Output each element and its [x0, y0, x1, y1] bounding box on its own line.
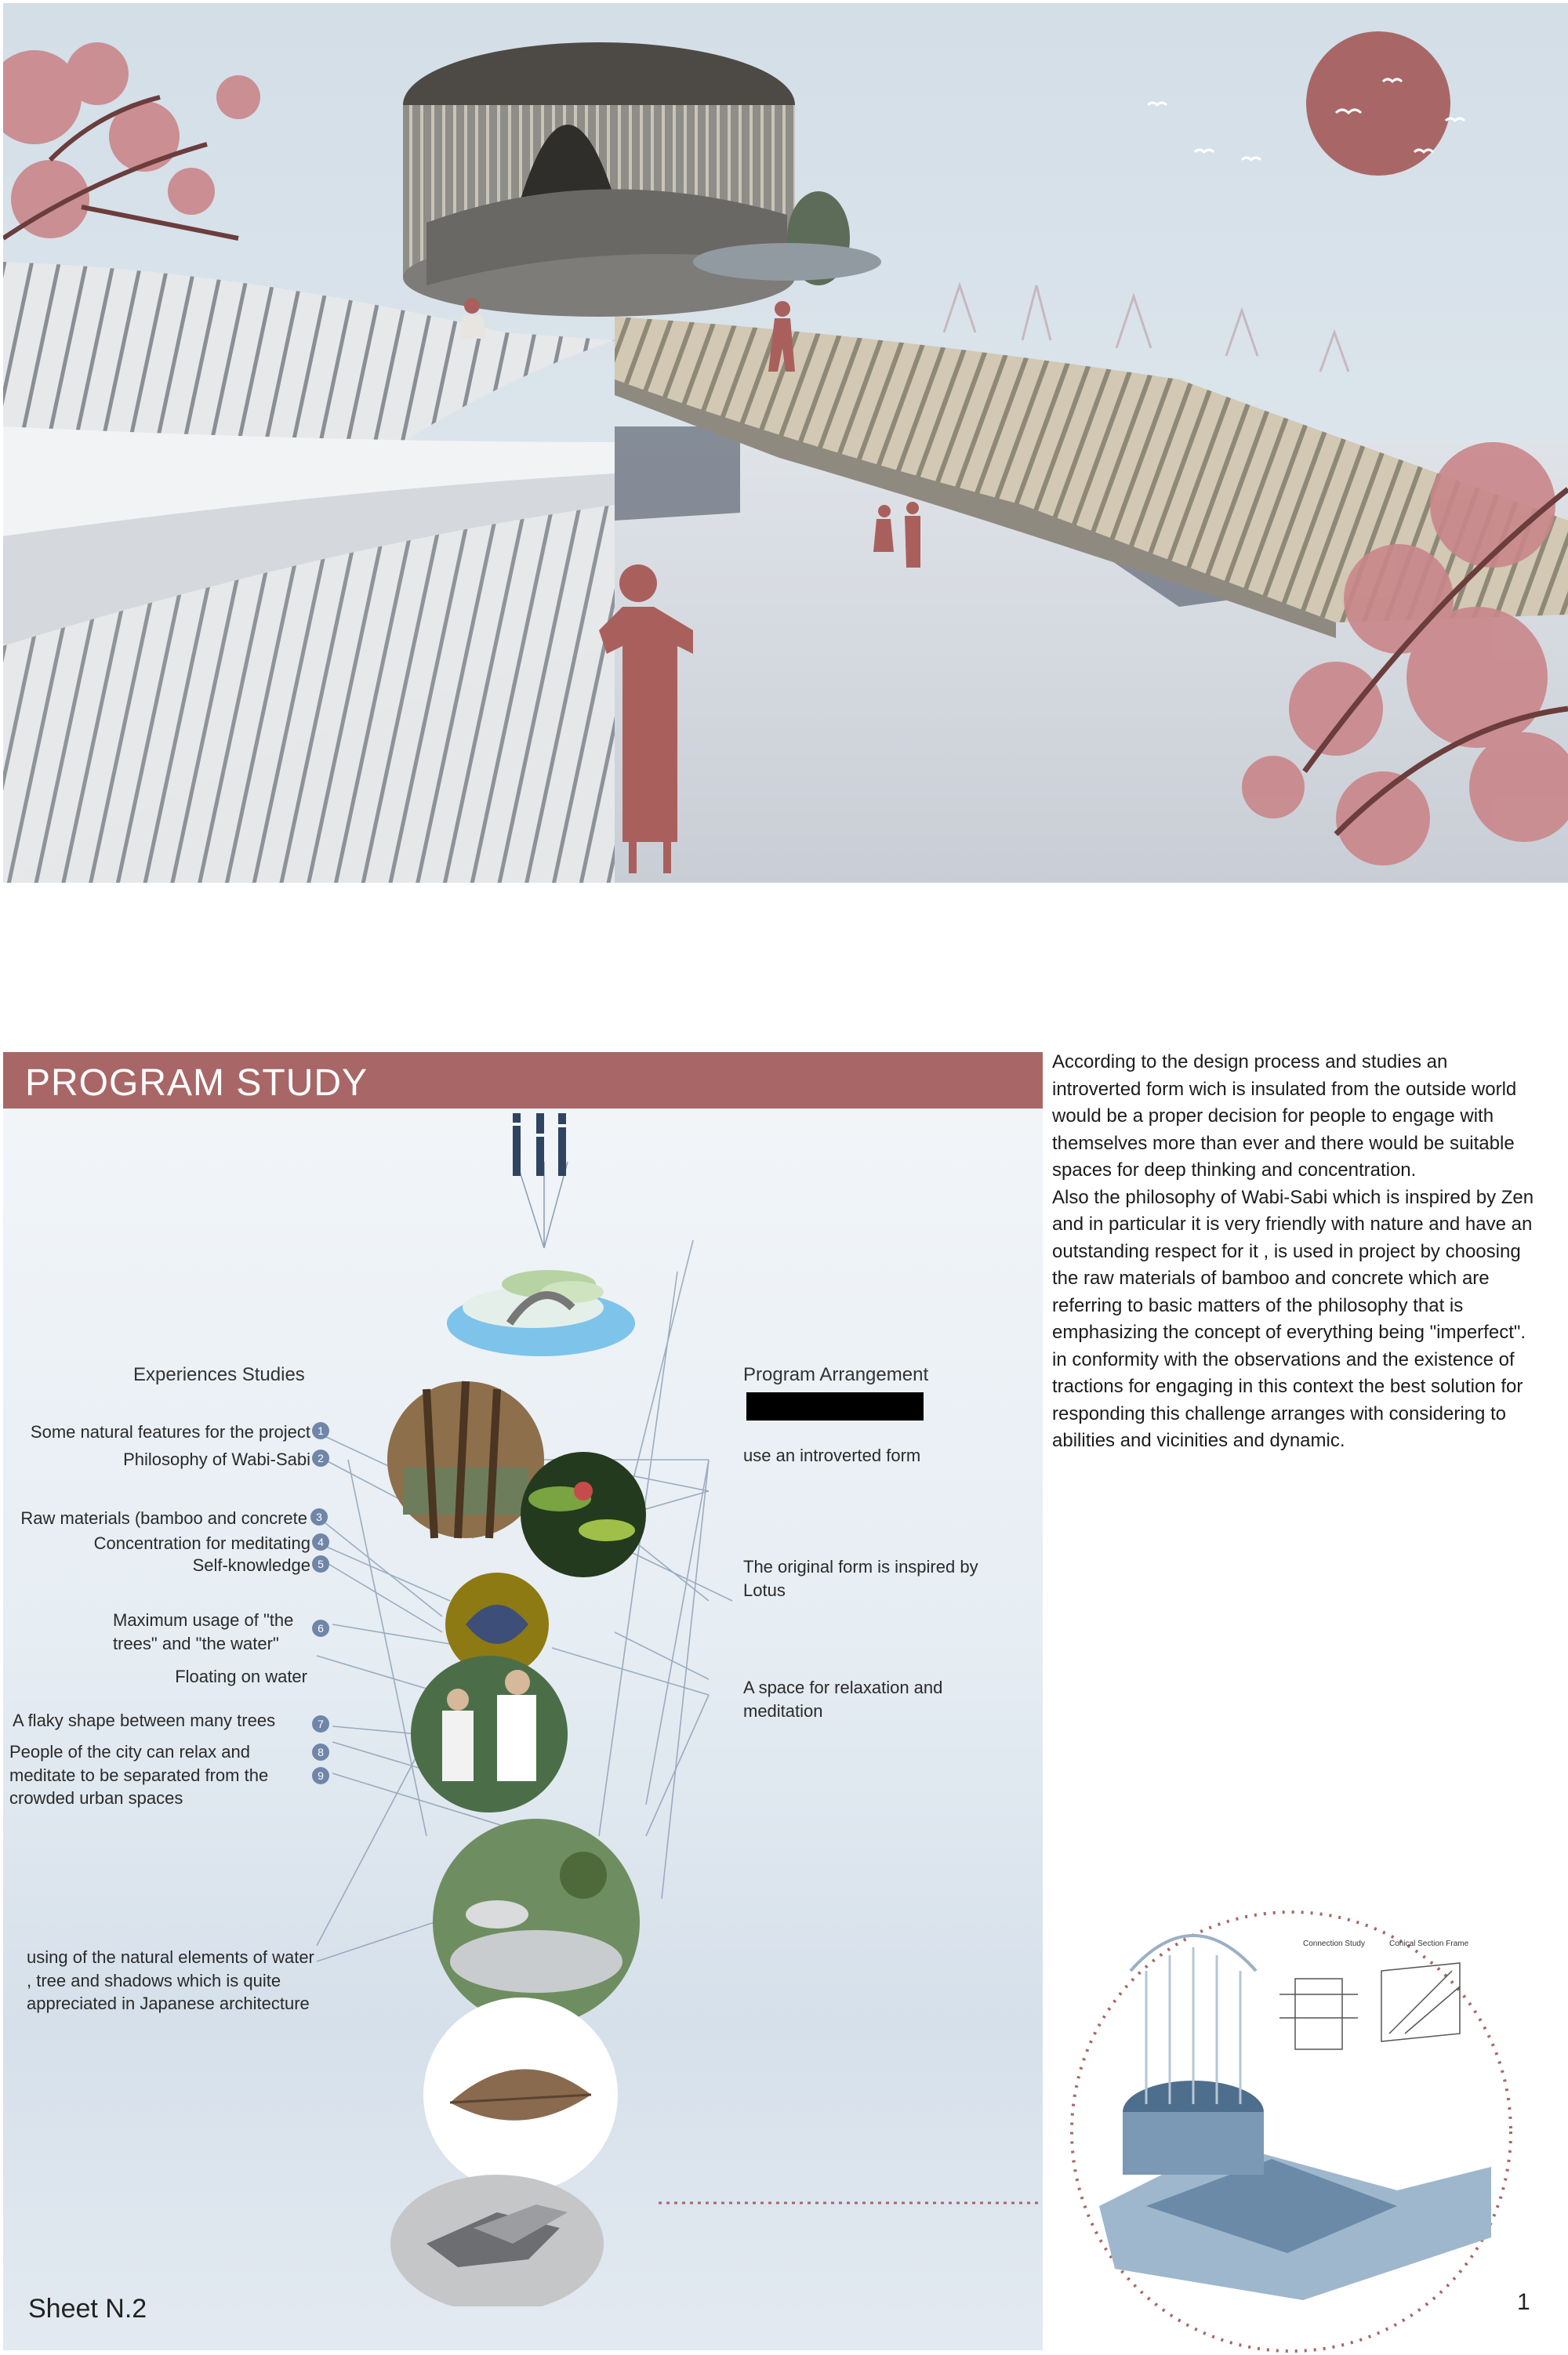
page-number: 1: [1517, 2289, 1530, 2315]
sheet-label: Sheet N.2: [28, 2294, 147, 2324]
dried-leaf-photo: [423, 1998, 618, 2192]
board-title: PROGRAM STUDY: [25, 1062, 368, 1104]
program-item-3: A space for relaxation and meditation: [743, 1678, 943, 1721]
experience-number-8: 8: [312, 1744, 329, 1761]
experience-item-3: Raw materials (bamboo and concrete: [20, 1508, 307, 1528]
experience-item-2: Philosophy of Wabi-Sabi: [123, 1450, 310, 1469]
program-item-2: The original form is inspired by Lotus: [743, 1557, 978, 1600]
massing-model-photo: [390, 2175, 604, 2306]
description-paragraph-2: Also the philosophy of Wabi-Sabi which is inspired by Zen and in particular it is very friendly with nature and have an outstanding respect for it , is used in project by choosing the raw materials of bamboo and concrete which are referring to basic matters of the philosophy that is emphasizing the concept of everything being "imperfect". in conformity with the observations and the existence of tractions for engaging in this context the best solution for responding this challenge arranges with considering to abilities and vicinities and dynamic.: [1052, 1186, 1534, 1451]
experience-item-6: Maximum usage of "the trees" and "the water": [113, 1610, 294, 1653]
pool-center: [615, 426, 740, 521]
experience-item-4: Concentration for meditating: [93, 1533, 310, 1553]
park-aerial-photo: [433, 1819, 640, 2026]
experience-number-3: 3: [310, 1508, 328, 1526]
experience-number-1: 1: [312, 1422, 329, 1439]
detail-bubble: [1068, 1908, 1515, 2355]
hero-rendering: [3, 3, 1568, 883]
hanging-bars-icon: [505, 1099, 583, 1178]
program-heading: Program Arrangement: [743, 1364, 929, 1385]
redaction-bar: [746, 1392, 924, 1421]
experience-number-6: 6: [312, 1620, 329, 1637]
experience-item-8: A flaky shape between many trees: [13, 1711, 276, 1730]
experience-item-1: Some natural features for the project: [30, 1422, 310, 1442]
description-paragraph-1: According to the design process and studies an introverted form wich is insulated from the outside world would be a proper decision for people to engage with themselves more than ever and there would be suitable spaces for deep thinking and concentration.: [1052, 1051, 1517, 1181]
experience-number-7: 7: [312, 1715, 329, 1733]
red-sun: [1306, 31, 1450, 176]
left-ramp: [3, 262, 615, 883]
description-text: [1052, 1049, 1538, 1455]
experience-number-4: 4: [312, 1533, 329, 1551]
program-study-board: [3, 1052, 1043, 2350]
experience-number-5: 5: [312, 1555, 329, 1573]
experience-number-9: 9: [312, 1767, 329, 1784]
detail-label-right: Conical Section Frame: [1389, 1940, 1469, 1948]
photo-bubbles: [379, 1366, 709, 2306]
experience-number-2: 2: [312, 1450, 329, 1467]
water-lily-photo: [521, 1452, 646, 1577]
detail-label-left: Connection Study: [1303, 1940, 1365, 1948]
architectural-perspective-illustration: [3, 3, 1568, 883]
lotus-model-image: [439, 1245, 643, 1363]
program-item-1: use an introverted form: [743, 1446, 921, 1465]
experience-item-7: Floating on water: [175, 1667, 307, 1686]
experiences-heading: Experiences Studies: [133, 1364, 305, 1385]
experience-item-9: People of the city can relax and meditate to be separated from the crowded urban spaces: [9, 1742, 269, 1809]
experience-item-10: using of the natural elements of water , tree and shadows which is quite appreciated in Japanese architecture: [27, 1947, 314, 2014]
experience-item-5: Self-knowledge: [192, 1555, 310, 1575]
meditation-photo: [411, 1656, 568, 1813]
